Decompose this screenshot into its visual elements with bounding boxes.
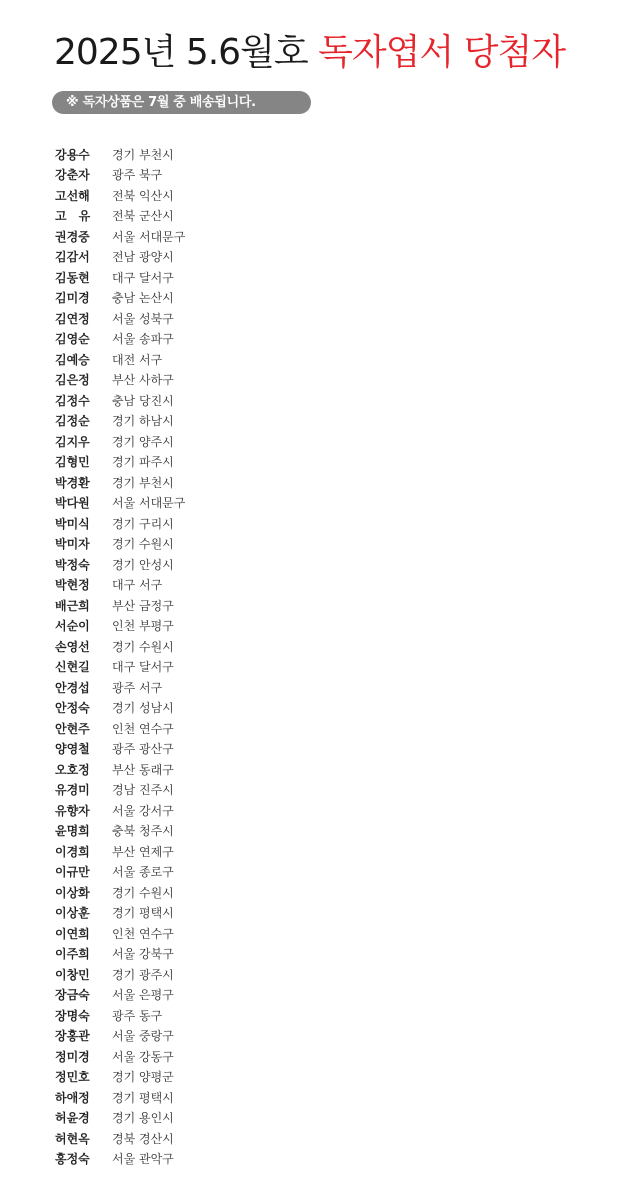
winner-name: 배근희 (55, 598, 90, 613)
winner-name: 김동현 (55, 270, 90, 285)
winner-row (55, 698, 185, 719)
winner-region: 경기 하남시 (112, 414, 174, 429)
winner-region: 경기 양주시 (112, 434, 174, 449)
winner-name: 허윤경 (55, 1111, 90, 1126)
winner-region: 광주 북구 (112, 168, 163, 183)
winner-name: 박미식 (55, 516, 90, 531)
winner-region: 경기 구리시 (112, 516, 174, 531)
winner-region: 서울 중랑구 (112, 1029, 174, 1044)
winner-row (55, 616, 185, 637)
winner-row (55, 554, 185, 575)
winner-name: 고선해 (55, 188, 90, 203)
title-accent: 독자엽서 당첨자 (318, 32, 565, 73)
winner-region: 전북 군산시 (112, 209, 174, 224)
winner-row (55, 923, 185, 944)
winner-region: 전남 광양시 (112, 250, 174, 265)
winner-name: 허현옥 (55, 1131, 90, 1146)
winner-row (55, 739, 185, 760)
winner-row (55, 1087, 185, 1108)
winner-row (55, 288, 185, 309)
winner-row (55, 349, 185, 370)
winner-row (55, 862, 185, 883)
winner-name: 박다원 (55, 496, 90, 511)
winner-row (55, 513, 185, 534)
winner-region: 부산 연제구 (112, 844, 174, 859)
winner-row (55, 1128, 185, 1149)
winner-region: 경기 광주시 (112, 967, 174, 982)
winner-region: 충북 청주시 (112, 824, 174, 839)
winner-name: 안정숙 (55, 701, 90, 716)
winner-region: 대전 서구 (112, 352, 163, 367)
title-main: 2025년 5.6월호 (54, 32, 308, 73)
winner-name: 서순이 (55, 619, 90, 634)
winner-row (55, 472, 185, 493)
winner-region: 부산 동래구 (112, 762, 174, 777)
winner-region: 서울 강동구 (112, 1049, 174, 1064)
winner-name: 박현정 (55, 578, 90, 593)
winner-name: 윤명희 (55, 824, 90, 839)
winner-name: 이주희 (55, 947, 90, 962)
winner-region: 경기 수원시 (112, 537, 174, 552)
winner-row (55, 1108, 185, 1129)
winner-region: 대구 달서구 (112, 660, 174, 675)
winner-name: 하애정 (55, 1090, 90, 1105)
winner-name: 이창민 (55, 967, 90, 982)
winner-region: 경기 성남시 (112, 701, 174, 716)
winner-name: 김형민 (55, 455, 90, 470)
winner-name: 김미경 (55, 291, 90, 306)
winner-row (55, 964, 185, 985)
winner-row (55, 1149, 185, 1170)
winner-region: 경기 양평군 (112, 1070, 174, 1085)
winner-name: 권경중 (55, 229, 90, 244)
winner-name: 김정수 (55, 393, 90, 408)
winner-name: 손영선 (55, 639, 90, 654)
winner-name: 김은정 (55, 373, 90, 388)
winner-region: 서울 서대문구 (112, 496, 186, 511)
winner-name: 유경미 (55, 783, 90, 798)
winner-name: 장금숙 (55, 988, 90, 1003)
winner-row (55, 1046, 185, 1067)
winner-name: 김예승 (55, 352, 90, 367)
winner-region: 경기 평택시 (112, 1090, 174, 1105)
winner-region: 전북 익산시 (112, 188, 174, 203)
winner-name: 이상화 (55, 885, 90, 900)
winner-region: 광주 광산구 (112, 742, 174, 757)
winner-region: 서울 성북구 (112, 311, 174, 326)
winner-name: 오호정 (55, 762, 90, 777)
winner-row (55, 247, 185, 268)
winner-row (55, 636, 185, 657)
winner-name: 김지우 (55, 434, 90, 449)
winner-name: 유향자 (55, 803, 90, 818)
winner-region: 서울 관악구 (112, 1152, 174, 1167)
winner-row (55, 226, 185, 247)
winner-name: 김정순 (55, 414, 90, 429)
winner-row (55, 595, 185, 616)
winner-row (55, 882, 185, 903)
winner-name: 이연희 (55, 926, 90, 941)
winner-row (55, 411, 185, 432)
winner-region: 서울 강북구 (112, 947, 174, 962)
winner-row (55, 1005, 185, 1026)
winner-row (55, 329, 185, 350)
winner-region: 충남 논산시 (112, 291, 174, 306)
winner-region: 경북 경산시 (112, 1131, 174, 1146)
winner-row (55, 657, 185, 678)
winner-region: 부산 사하구 (112, 373, 174, 388)
winner-row (55, 165, 185, 186)
winner-region: 부산 금정구 (112, 598, 174, 613)
winner-list (55, 144, 185, 1169)
winner-row (55, 308, 185, 329)
winner-name: 정미경 (55, 1049, 90, 1064)
winner-region: 경남 진주시 (112, 783, 174, 798)
winner-region: 서울 종로구 (112, 865, 174, 880)
winner-region: 서울 강서구 (112, 803, 174, 818)
winner-region: 경기 수원시 (112, 639, 174, 654)
winner-region: 경기 부천시 (112, 147, 174, 162)
shipping-notice-text: ※ 독자상품은 7월 중 배송됩니다. (66, 95, 256, 110)
winner-row (55, 759, 185, 780)
winner-row (55, 370, 185, 391)
winner-name: 강춘자 (55, 168, 90, 183)
winner-region: 경기 평택시 (112, 906, 174, 921)
winner-region: 경기 부천시 (112, 475, 174, 490)
winner-row (55, 452, 185, 473)
winner-name: 김영순 (55, 332, 90, 347)
winner-region: 경기 수원시 (112, 885, 174, 900)
winner-row (55, 431, 185, 452)
winner-row (55, 267, 185, 288)
winner-name: 이규만 (55, 865, 90, 880)
winner-region: 대구 달서구 (112, 270, 174, 285)
winner-region: 인천 연수구 (112, 721, 174, 736)
winner-name: 이상훈 (55, 906, 90, 921)
page-title (54, 30, 565, 76)
winner-region: 경기 파주시 (112, 455, 174, 470)
winner-region: 서울 은평구 (112, 988, 174, 1003)
winner-row (55, 944, 185, 965)
winner-row (55, 677, 185, 698)
winner-region: 경기 안성시 (112, 557, 174, 572)
winner-region: 경기 용인시 (112, 1111, 174, 1126)
winner-name: 박정숙 (55, 557, 90, 572)
winner-name: 홍정숙 (55, 1152, 90, 1167)
winner-region: 충남 당진시 (112, 393, 174, 408)
winner-region: 서울 서대문구 (112, 229, 186, 244)
winner-row (55, 718, 185, 739)
winner-region: 서울 송파구 (112, 332, 174, 347)
winner-name: 양영철 (55, 742, 90, 757)
winner-row (55, 185, 185, 206)
winner-region: 인천 연수구 (112, 926, 174, 941)
winner-name: 안경섭 (55, 680, 90, 695)
winner-row (55, 841, 185, 862)
winner-name: 정민호 (55, 1070, 90, 1085)
winner-row (55, 534, 185, 555)
winner-row (55, 780, 185, 801)
winner-name: 강용수 (55, 147, 90, 162)
winner-region: 광주 서구 (112, 680, 163, 695)
winner-name: 신현길 (55, 660, 90, 675)
winner-row (55, 903, 185, 924)
winner-row (55, 1026, 185, 1047)
winner-name: 김감서 (55, 250, 90, 265)
winner-row (55, 985, 185, 1006)
winner-region: 대구 서구 (112, 578, 163, 593)
winner-name: 김연정 (55, 311, 90, 326)
winner-name: 안현주 (55, 721, 90, 736)
winner-row (55, 821, 185, 842)
winner-name: 장홍관 (55, 1029, 90, 1044)
winner-name: 장명숙 (55, 1008, 90, 1023)
winner-row (55, 800, 185, 821)
winner-name: 고 유 (55, 209, 91, 224)
winner-row (55, 390, 185, 411)
winner-name: 박미자 (55, 537, 90, 552)
winner-row (55, 206, 185, 227)
shipping-notice-badge (52, 91, 311, 114)
winner-row (55, 144, 185, 165)
winner-row (55, 1067, 185, 1088)
winner-name: 박경환 (55, 475, 90, 490)
winner-region: 인천 부평구 (112, 619, 174, 634)
winner-row (55, 493, 185, 514)
winner-row (55, 575, 185, 596)
winner-name: 이경희 (55, 844, 90, 859)
winner-region: 광주 동구 (112, 1008, 163, 1023)
